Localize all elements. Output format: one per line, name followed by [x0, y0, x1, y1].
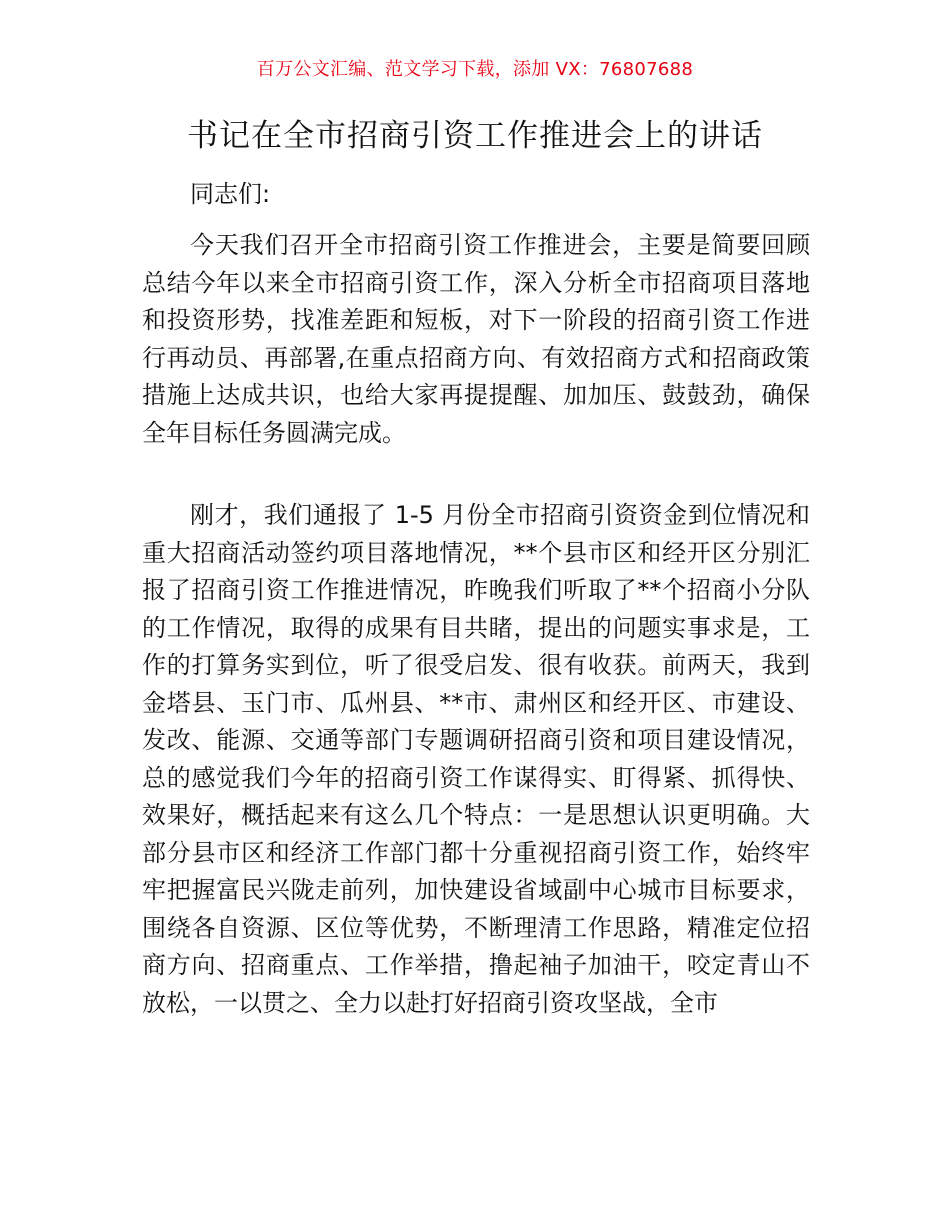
salutation: 同志们:	[190, 180, 271, 208]
paragraph-2: 刚才，我们通报了 1-5 月份全市招商引资资金到位情况和重大招商活动签约项目落地情况，**个县市区和经开区分别汇报了招商引资工作推进情况，昨晚我们听取了**个招商小分队的工作情况，取得的成果有目共睹，提出的问题实事求是，工作的打算务实到位，听了很受启发、很有收获。前两天，我到金塔县、玉门市、瓜州县、**市、肃州区和经开区、市建设、发改、能源、交通等部门专题调研招商引资和项目建设情况，总的感觉我们今年的招商引资工作谋得实、盯得紧、抓得快、效果好，概括起来有这么几个特点：一是思想认识更明确。大部分县市区和经济工作部门都十分重视招商引资工作，始终牢牢把握富民兴陇走前列，加快建设省域副中心城市目标要求，围绕各自资源、区位等优势，不断理清工作思路，精准定位招商方向、招商重点、工作举措，撸起袖子加油干，咬定青山不放松，一以贯之、全力以赴打好招商引资攻坚战，全市	[142, 501, 810, 1017]
document-title: 书记在全市招商引资工作推进会上的讲话	[187, 118, 763, 154]
paragraph-1: 今天我们召开全市招商引资工作推进会，主要是简要回顾总结今年以来全市招商引资工作，深入分析全市招商项目落地和投资形势，找准差距和短板，对下一阶段的招商引资工作进行再动员、再部署,在重点招商方向、有效招商方式和招商政策措施上达成共识，也给大家再提提醒、加加压、鼓鼓劲，确保全年目标任务圆满完成。	[142, 231, 810, 447]
header-watermark-note: 百万公文汇编、范文学习下载，添加 VX：76807688	[256, 59, 694, 80]
